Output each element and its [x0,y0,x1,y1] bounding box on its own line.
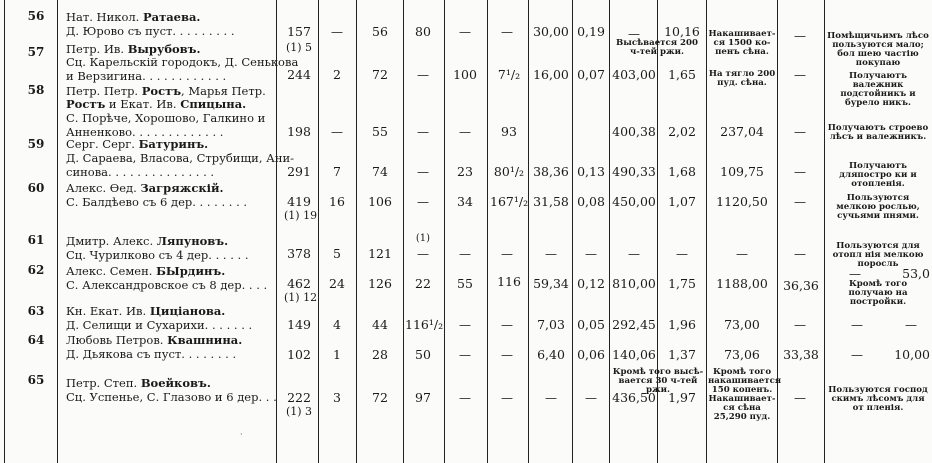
cell: 450,00 [612,194,656,209]
cell: — [585,391,597,405]
cell-note: Кромѣ того накашивается 150 копенъ. Накашивает- ся сѣна 25,290 пуд. [708,367,782,423]
cell: 16 [329,194,345,209]
cell: — [736,247,748,261]
cell: 38,36 [533,164,569,179]
cell: 59,34 [533,276,569,291]
cell: — [794,318,806,332]
cell: — [545,247,557,261]
cell: 72 [372,67,388,82]
footnote-mark: (1) 3 [285,405,313,418]
cell: — [794,165,806,179]
cell: 126 [368,276,392,291]
cell: 73,06 [724,347,760,362]
column-rule [824,0,825,463]
cell: 16,00 [533,67,569,82]
cell: 7¹/₂ [497,67,521,82]
cell: 97 [415,390,431,405]
owner-name: Петр. Степ. Воейковъ. [66,376,211,390]
cell: — [417,125,429,139]
cell: — [501,25,513,39]
owner-name-cont: Ростъ и Екат. Ив. Спицына. [66,97,247,111]
place-name: Д. Селищи и Сухарихи. . . . . . . [66,318,253,332]
cell: — [459,318,471,332]
cell-note: На тягло 200 пуд. сѣна. [708,69,776,89]
cell: 140,06 [612,347,656,362]
cell: 55 [457,276,473,291]
cell: 23 [457,164,473,179]
cell: 0,19 [577,24,605,39]
cell: 1,65 [668,67,696,82]
cell: 0,13 [577,164,605,179]
cell: 73,00 [724,317,760,332]
cell: 116 [497,274,521,289]
cell: 0,07 [577,67,605,82]
cell-households: 198 [287,124,311,139]
cell-note: Высѣвается 200 ч-тей ржи. [616,38,698,58]
place-name-cont: синова. . . . . . . . . . . . . . . [66,165,215,179]
cell: 0,12 [577,276,605,291]
cell: — [459,391,471,405]
cell: — [417,247,429,261]
cell: 7 [333,164,341,179]
place-name-cont: и Верзигина. . . . . . . . . . . . [66,69,227,83]
row-number: 62 [27,263,45,277]
cell: — [459,125,471,139]
footnote-mark: (1) 12 [284,291,318,304]
cell-note: Пользуются господ скимъ лѣсомъ для от пленія. [828,385,928,414]
cell: — [501,318,513,332]
row-number: 63 [27,304,45,318]
cell: 10,00 [894,347,930,362]
row-number: 56 [27,9,45,23]
cell: 121 [368,246,392,261]
cell: 1120,50 [716,194,768,209]
cell: 31,58 [533,194,569,209]
cell: — [459,247,471,261]
place-name: Д. Юрово съ пуст. . . . . . . . . [66,24,235,38]
cell: 53,0 [902,266,930,281]
cell: 3 [333,390,341,405]
row-number: 58 [27,83,45,97]
cell: 80¹/₂ [493,164,525,179]
cell: 44 [372,317,388,332]
cell: 106 [368,194,392,209]
cell-note: Получаютъ валежник подстойникъ и бурело никъ. [840,71,916,109]
column-rule [706,0,707,463]
owner-name: Алекс. Ѳед. Загряжскій. [66,181,224,195]
place-name: Сц. Успенье, С. Глазово и 6 дер. . . [66,390,277,404]
cell: — [417,165,429,179]
cell: 93 [501,124,517,139]
owner-name: Петр. Петр. Ростъ, Марья Петр. [66,84,266,98]
cell-note: Накашивает- ся 1500 ко- пенъ сѣна. [708,29,776,58]
owner-name: Дмитр. Алекс. Ляпуновъ. [66,234,229,248]
cell: 1,75 [668,276,696,291]
cell: 237,04 [720,124,764,139]
cell: 55 [372,124,388,139]
cell: — [331,125,343,139]
cell: — [417,68,429,82]
place-name: Д. Дьякова съ пуст. . . . . . . . [66,347,237,361]
cell: — [628,27,640,41]
cell: 1,37 [668,347,696,362]
cell: 167¹/₂ [490,194,529,209]
cell: 30,00 [533,24,569,39]
column-rule [487,0,488,463]
cell: 10,16 [664,24,700,39]
cell: — [417,195,429,209]
place-name: С. Александровское съ 8 дер. . . . [66,278,268,292]
cell: 50 [415,347,431,362]
cell: — [849,267,861,281]
cell: 116¹/₂ [405,317,444,332]
cell: — [851,318,863,332]
cell: — [501,348,513,362]
cell: 490,33 [612,164,656,179]
cell: — [794,68,806,82]
cell: — [794,195,806,209]
cell: — [905,318,917,332]
place-name: Сц. Карельскій городокъ, Д. Сенькова [66,55,299,69]
column-rule [356,0,357,463]
print-speck: · [240,430,243,439]
row-number: 57 [27,45,45,59]
cell: 7,03 [537,317,565,332]
cell: 100 [453,67,477,82]
cell: — [794,125,806,139]
table-border-left [4,0,5,463]
column-rule [318,0,319,463]
cell: 5 [333,246,341,261]
column-rule [528,0,529,463]
row-number: 64 [27,333,45,347]
cell: — [459,348,471,362]
cell-note: Пользуются для отопл нія мелкою поросль [832,241,924,270]
cell: 80 [415,24,431,39]
cell-households: 157 [287,24,311,39]
footnote-mark: (1) 5 [285,41,313,54]
cell: — [794,247,806,261]
place-name: С. Порѣче, Хорошово, Галкино и [66,111,266,125]
cell-households: 222 [287,390,311,405]
cell-note: Помѣщичьимъ лѣсо пользуются мало; бол шею частію покупаю [827,31,929,69]
cell: 4 [333,317,341,332]
cell: 56 [372,24,388,39]
place-name: Сц. Чурилково съ 4 дер. . . . . . [66,248,249,262]
footnote-mark: (1) [415,233,431,244]
cell-households: 291 [287,164,311,179]
cell: 1,97 [668,390,696,405]
cell: 400,38 [612,124,656,139]
cell: — [794,391,806,405]
cell-households: 102 [287,347,311,362]
cell-households: 462 [287,276,311,291]
row-number: 60 [27,181,45,195]
cell: 72 [372,390,388,405]
cell: — [545,391,557,405]
owner-name: Кн. Екат. Ив. Цицiанова. [66,304,226,318]
cell: — [331,25,343,39]
cell: 1188,00 [716,276,768,291]
cell: 0,05 [577,317,605,332]
cell: 109,75 [720,164,764,179]
owner-name: Серг. Серг. Батуринъ. [66,137,209,151]
cell-households: 378 [287,246,311,261]
row-number: 59 [27,137,45,151]
cell: 22 [415,276,431,291]
cell: 1,07 [668,194,696,209]
owner-name: Нат. Никол. Ратаева. [66,10,201,24]
column-rule [572,0,573,463]
cell: 1,96 [668,317,696,332]
cell: — [794,29,806,43]
cell-note: Кромѣ того получаю на постройки. [848,279,908,308]
owner-name: Петр. Ив. Вырубовъ. [66,42,201,56]
cell: 403,00 [612,67,656,82]
owner-name: Любовь Петров. Квашнина. [66,333,243,347]
cell: 436,50 [612,390,656,405]
cell-households: 149 [287,317,311,332]
cell: 810,00 [612,276,656,291]
place-name: С. Балдѣево съ 6 дер. . . . . . . . [66,195,248,209]
cell: — [501,247,513,261]
cell: 34 [457,194,473,209]
cell: — [459,25,471,39]
cell: 292,45 [612,317,656,332]
cell: — [676,247,688,261]
cell-note: Пользуются мелкою рослью, сучьями пнями. [836,193,920,222]
cell: 0,08 [577,194,605,209]
column-rule [403,0,404,463]
footnote-mark: (1) 19 [284,209,318,222]
cell: 2,02 [668,124,696,139]
cell: 1 [333,347,341,362]
owner-name: Алекс. Семен. БЫрдинъ. [66,264,226,278]
cell-note: Получаютъ дляпостро ки и отопленія. [839,161,917,190]
column-rule [444,0,445,463]
cell: — [628,247,640,261]
cell: — [851,348,863,362]
cell: 6,40 [537,347,565,362]
cell: 24 [329,276,345,291]
column-rule [57,0,58,463]
cell: 74 [372,164,388,179]
row-number: 61 [27,233,45,247]
place-name-cont: Анненково. . . . . . . . . . . . . [66,125,224,139]
cell: 33,38 [783,347,819,362]
cell: 28 [372,347,388,362]
row-number: 65 [27,373,45,387]
cell-households: 244 [287,67,311,82]
cell-note: Кромѣ того высѣ- вается 30 ч-тей ржи. [612,367,704,396]
cell: 36,36 [783,278,819,293]
cell: 2 [333,67,341,82]
cell: — [501,391,513,405]
cell-households: 419 [287,194,311,209]
cell: 0,06 [577,347,605,362]
cell-note: Получаютъ строево лѣсъ и валежникъ. [827,123,929,143]
column-rule [777,0,778,463]
cell: — [585,247,597,261]
cell: 1,68 [668,164,696,179]
place-name: Д. Сараева, Власова, Струбищи, Ани- [66,151,295,165]
